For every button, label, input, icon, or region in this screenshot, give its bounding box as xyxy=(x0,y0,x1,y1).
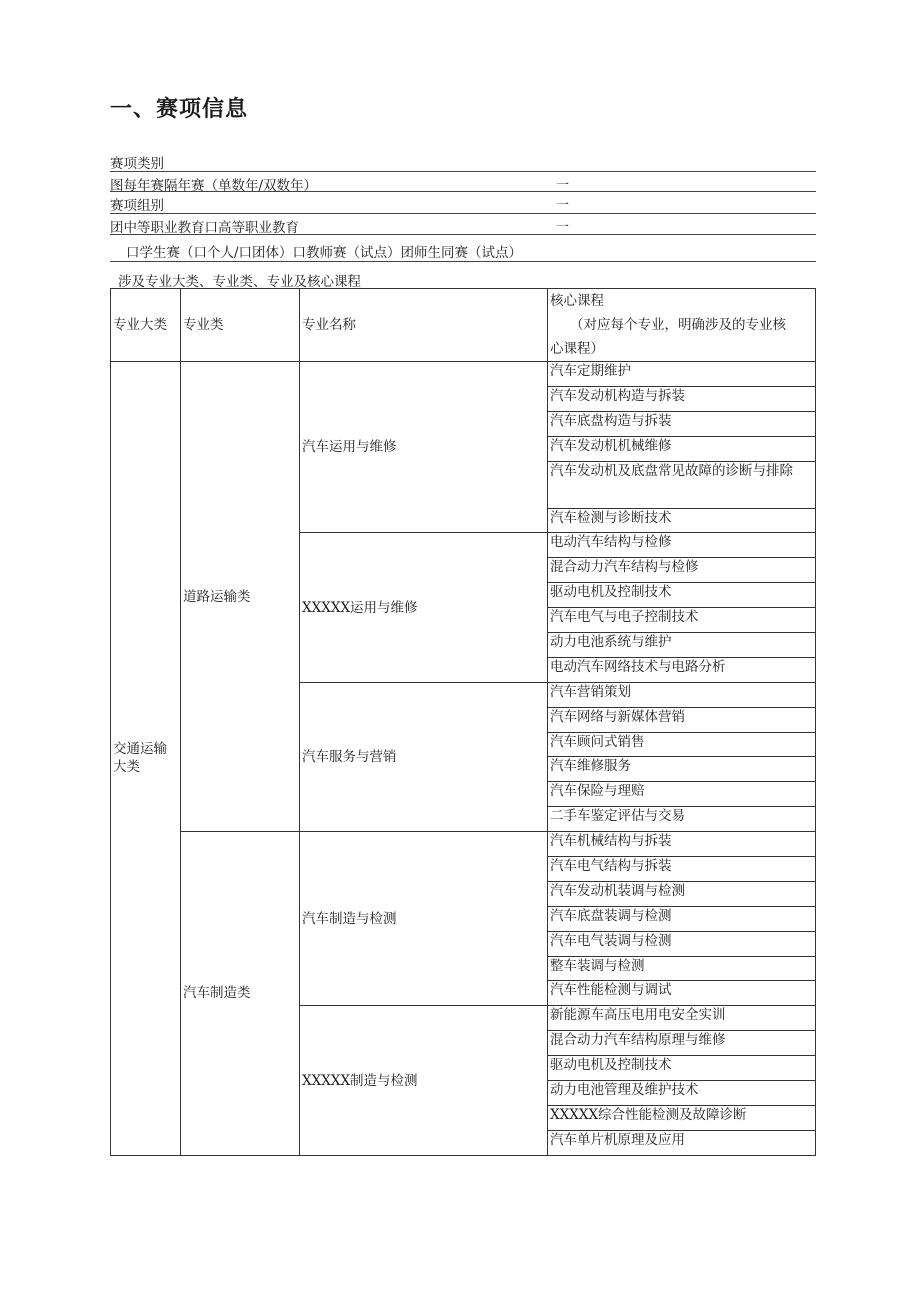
major-name-cell: 汽车制造与检测 xyxy=(300,832,548,1006)
core-course-cell: 新能源车高压电用电安全实训 xyxy=(548,1006,816,1031)
dash-mark: 一 xyxy=(556,198,570,213)
core-course-cell: 汽车底盘装调与检测 xyxy=(548,906,816,931)
table-row xyxy=(111,832,816,857)
divider xyxy=(110,171,816,172)
core-course-cell: 汽车发动机装调与检测 xyxy=(548,881,816,906)
core-course-cell: 汽车电气结构与拆装 xyxy=(548,857,816,882)
major-name-cell: XXXXX制造与检测 xyxy=(300,1006,548,1155)
core-course-cell: 混合动力汽车结构与检修 xyxy=(548,558,816,583)
core-course-cell: 汽车维修服务 xyxy=(548,757,816,782)
header-major-class: 专业类 xyxy=(181,289,300,362)
core-course-cell: 动力电池系统与维护 xyxy=(548,633,816,658)
core-course-cell: 混合动力汽车结构原理与维修 xyxy=(548,1031,816,1056)
table-row xyxy=(111,362,816,387)
section-title: 一、赛项信息 xyxy=(110,97,249,122)
education-level-line: 团中等职业教育口高等职业教育 xyxy=(110,220,299,236)
core-course-cell: 汽车定期维护 xyxy=(548,362,816,387)
table-caption: 涉及专业大类、专业类、专业及核心课程 xyxy=(118,274,361,290)
core-course-cell: 汽车机械结构与拆装 xyxy=(548,832,816,857)
frequency-line: 图每年赛隔年赛（单数年/双数年） xyxy=(110,178,318,194)
header-major-category: 专业大类 xyxy=(111,289,181,362)
divider xyxy=(110,213,816,214)
major-class-cell: 道路运输类 xyxy=(181,362,300,832)
major-class-cell: 汽车制造类 xyxy=(181,832,300,1156)
core-course-cell: 汽车单片机原理及应用 xyxy=(548,1130,816,1155)
core-course-cell: 汽车保险与理赔 xyxy=(548,782,816,807)
header-major-name: 专业名称 xyxy=(300,289,548,362)
core-course-cell: 汽车底盘构造与拆装 xyxy=(548,411,816,436)
major-name-cell: 汽车运用与维修 xyxy=(300,362,548,533)
core-course-cell: 汽车发动机机械维修 xyxy=(548,436,816,461)
core-course-cell: 汽车网络与新媒体营销 xyxy=(548,707,816,732)
core-course-cell: 汽车发动机构造与拆装 xyxy=(548,386,816,411)
competition-type-line: 口学生赛（口个人/口团体）口教师赛（试点）团师生同赛（试点） xyxy=(126,245,523,261)
header-core-title: 核心课程 xyxy=(550,293,604,309)
header-core-note: （对应每个专业，明确涉及的专业核 xyxy=(570,317,786,333)
divider xyxy=(110,234,816,235)
core-course-cell: 整车装调与检测 xyxy=(548,956,816,981)
core-course-cell: 汽车营销策划 xyxy=(548,682,816,707)
major-category-cell: 交通运输大类 xyxy=(111,362,181,1156)
core-course-cell: 汽车检测与诊断技术 xyxy=(548,508,816,533)
table-header-row xyxy=(111,289,816,362)
core-course-cell: 电动汽车网络技术与电路分析 xyxy=(548,657,816,682)
major-name-cell: 汽车服务与营销 xyxy=(300,682,548,831)
dash-mark: 一 xyxy=(556,178,570,193)
competition-category-label: 赛项类别 xyxy=(110,156,164,172)
core-course-cell: 驱动电机及控制技术 xyxy=(548,1056,816,1081)
core-course-cell: 汽车顾问式销售 xyxy=(548,732,816,757)
core-course-cell: 动力电池管理及维护技术 xyxy=(548,1081,816,1106)
header-core-note: 心课程） xyxy=(550,341,604,357)
core-course-cell: 汽车电气与电子控制技术 xyxy=(548,608,816,633)
core-course-cell: XXXXX综合性能检测及故障诊断 xyxy=(548,1105,816,1130)
major-name-cell: XXXXX运用与维修 xyxy=(300,533,548,682)
core-course-cell: 电动汽车结构与检修 xyxy=(548,533,816,558)
core-course-cell: 汽车性能检测与调试 xyxy=(548,981,816,1006)
header-core-courses xyxy=(548,289,816,362)
core-course-cell: 驱动电机及控制技术 xyxy=(548,583,816,608)
majors-courses-table xyxy=(110,288,816,1156)
core-course-cell: 汽车电气装调与检测 xyxy=(548,931,816,956)
dash-mark: 一 xyxy=(556,220,570,235)
divider xyxy=(110,191,816,192)
core-course-cell: 汽车发动机及底盘常见故障的诊断与排除 xyxy=(548,461,816,508)
core-course-cell: 二手车鉴定评估与交易 xyxy=(548,807,816,832)
divider xyxy=(110,261,816,262)
competition-group-label: 赛项组别 xyxy=(110,198,164,214)
